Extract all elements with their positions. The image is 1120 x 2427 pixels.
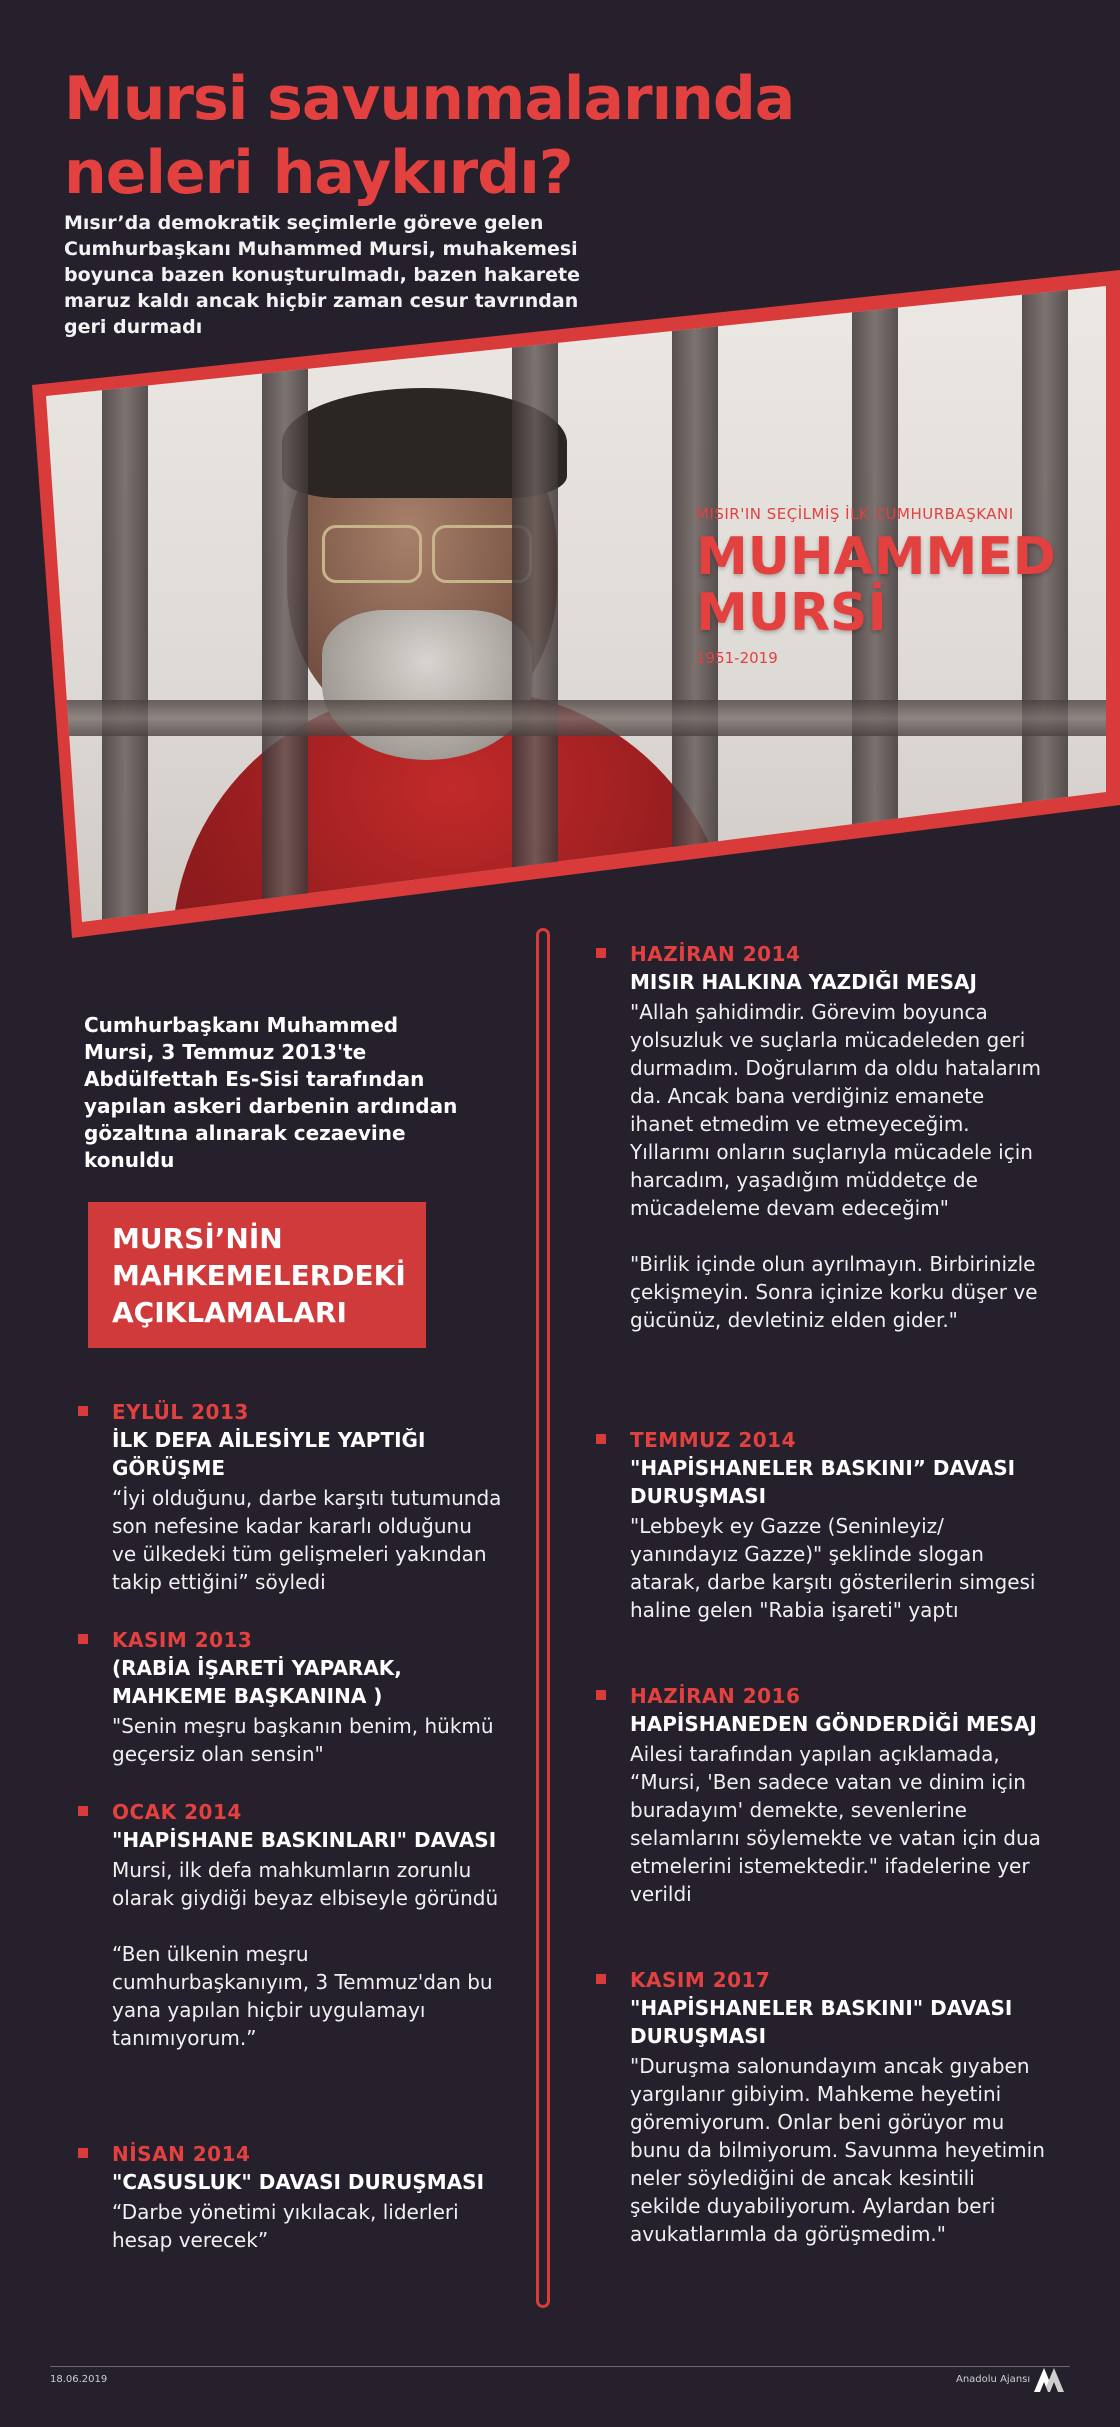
timeline-entry [112,1798,502,2052]
entry-heading: MISIR HALKINA YAZDIĞI MESAJ [630,970,977,994]
portrait-beard [322,610,532,760]
entry-body: "Lebbeyk ey Gazze (Seninleyiz/ yanındayız Gazze)" şeklinde slogan atarak, darbe karşıtı gösterilerin simgesi haline gelen "Rabia işareti" yaptı [630,1514,1036,1622]
entry-heading: İLK DEFA AİLESİYLE YAPTIĞI GÖRÜŞME [112,1428,426,1480]
footer-date: 18.06.2019 [50,2374,108,2385]
timeline-entry [630,1426,1050,1624]
entry-heading: "HAPİSHANELER BASKINI" DAVASI DURUŞMASI [630,1996,1013,2048]
entry-date: KASIM 2017 [630,1968,771,1992]
entry-heading: "HAPİSHANE BASKINLARI" DAVASI [112,1828,497,1852]
entry-date: HAZİRAN 2014 [630,942,801,966]
timeline-marker [596,1974,606,1984]
timeline-marker [596,1690,606,1700]
entry-heading: "CASUSLUK" DAVASI DURUŞMASI [112,2170,485,2194]
entry-body: "Allah şahidimdir. Görevim boyunca yolsuzluk ve suçlarla mücadeleden geri durmadım. Doğrularım da oldu hatalarım da. Ancak bana verdiğiniz emanete ihanet etmedim ve etmeyeceğim. Yıllarımı onların suçlarıyla mücadele için harcadım, yaşadığım müddetçe de mücadeleme devam edeceğim" "Birlik içinde olun ayrılmayın. Birbirinizle çekişmeyin. Sonra içinize korku düşer ve gücünüz, devletiniz elden gider." [630,1000,1042,1332]
prison-crossbar [32,700,1120,736]
photo-caption [696,505,1056,667]
timeline-marker [78,1634,88,1644]
timeline-marker [78,1806,88,1816]
aa-logo-icon [1032,2364,1066,2394]
timeline-line [536,928,550,2308]
photo-subtitle: MISIR'IN SEÇİLMİŞ İLK CUMHURBAŞKANI [696,505,1014,523]
section-title-line-1: MURSİ’NİN [112,1222,283,1255]
entry-body: "Senin meşru başkanın benim, hükmü geçersiz olan sensin" [112,1714,494,1766]
timeline-entry [630,1682,1050,1908]
timeline-entry [112,2140,502,2254]
title-line-1: Mursi savunmalarında [64,64,795,134]
timeline-entry [112,1398,502,1596]
timeline-entry [112,1626,502,1768]
entry-date: TEMMUZ 2014 [630,1428,796,1452]
glasses-left [322,525,422,583]
timeline-entry [630,1966,1050,2248]
photo-name [696,529,1056,641]
entry-body: Mursi, ilk defa mahkumların zorunlu olarak giydiği beyaz elbiseyle göründü “Ben ülkenin meşru cumhurbaşkanıyım, 3 Temmuz'dan bu yana yapılan hiçbir uygulamayı tanımıyorum.” [112,1858,499,2050]
section-title-line-3: AÇIKLAMALARI [112,1296,347,1329]
photo-years: 1951-2019 [696,649,778,667]
section-title-box [88,1202,426,1348]
entry-date: HAZİRAN 2016 [630,1684,801,1708]
timeline-marker [78,1406,88,1416]
timeline-marker [78,2148,88,2158]
entry-body: “Darbe yönetimi yıkılacak, liderleri hesap verecek” [112,2200,459,2252]
footer-agency: Anadolu Ajansı [956,2374,1031,2385]
entry-date: NİSAN 2014 [112,2142,251,2166]
prison-bar [102,270,148,938]
title-line-2: neleri haykırdı? [64,138,573,208]
entry-date: EYLÜL 2013 [112,1400,249,1424]
prison-bar [512,270,558,938]
timeline-marker [596,948,606,958]
timeline-marker [596,1434,606,1444]
section-title-line-2: MAHKEMELERDEKİ [112,1259,406,1292]
intro-text: Mısır’da demokratik seçimlerle göreve gelen Cumhurbaşkanı Muhammed Mursi, muhakemesi boyunca bazen konuşturulmadı, bazen hakarete maruz kaldı ancak hiçbir zaman cesur tavrından geri durmadı [64,212,580,338]
entry-body: “İyi olduğunu, darbe karşıtı tutumunda son nefesine kadar kararlı olduğunu ve ülkedeki tüm gelişmeleri yakından takip ettiğini” söyledi [112,1486,502,1594]
entry-date: KASIM 2013 [112,1628,253,1652]
page-title [64,62,964,210]
entry-heading: (RABİA İŞARETİ YAPARAK, MAHKEME BAŞKANINA ) [112,1656,402,1708]
entry-body: "Duruşma salonundayım ancak gıyaben yargılanır gibiyim. Mahkeme heyetini göremiyorum. Onlar beni görüyor mu bunu da bilmiyorum. Savunma heyetimin neler söylediğini de ancak kesintili şekilde duyabiliyorum. Aylardan beri avukatlarımla da görüşmedim." [630,2054,1045,2246]
entry-body: Ailesi tarafından yapılan açıklamada, “Mursi, 'Ben sadece vatan ve dinim için buradayım' demekte, sevenlerine selamlarını söylemekte ve vatan için dua etmelerini istemektedir." ifadelerine yer verildi [630,1742,1041,1906]
footer-divider [50,2366,1070,2367]
detention-text: Cumhurbaşkanı Muhammed Mursi, 3 Temmuz 2013'te Abdülfettah Es-Sisi tarafından yapılan askeri darbenin ardından gözaltına alınarak cezaevine konuldu [84,1013,458,1172]
photo-name-line-2: MURSİ [696,583,887,643]
photo-name-line-1: MUHAMMED [696,527,1056,587]
entry-heading: "HAPİSHANELER BASKINI” DAVASI DURUŞMASI [630,1456,1016,1508]
entry-heading: HAPİSHANEDEN GÖNDERDİĞİ MESAJ [630,1712,1037,1736]
entry-date: OCAK 2014 [112,1800,242,1824]
timeline-entry [630,940,1050,1334]
